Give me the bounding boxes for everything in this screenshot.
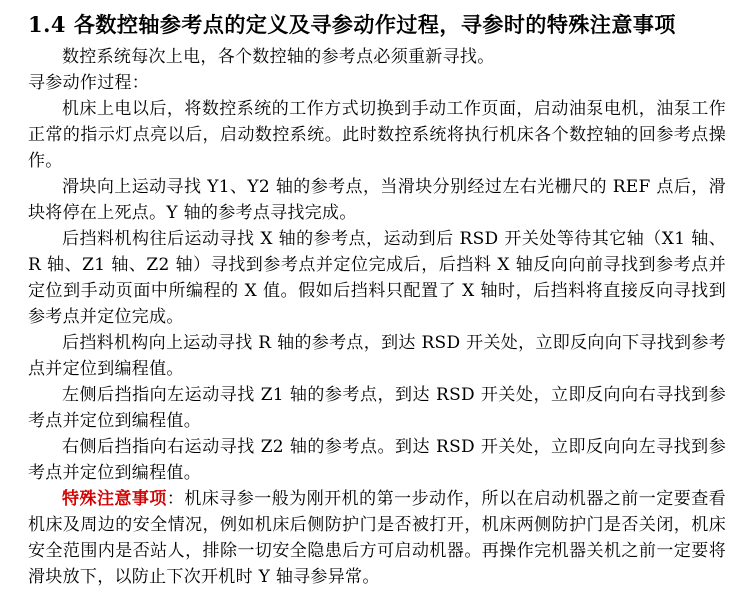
section-number: 1.4: [28, 12, 67, 37]
step-paragraph-r-axis: 后挡料机构向上运动寻找 R 轴的参考点，到达 RSD 开关处，立即反向向下寻找到参考点并定位到编程值。: [28, 333, 726, 379]
step-paragraph-z1-axis: 左侧后挡指向左运动寻找 Z1 轴的参考点，到达 RSD 开关处，立即反向向右寻找到参考点并定位到编程值。: [28, 385, 726, 431]
intro-paragraph: 数控系统每次上电，各个数控轴的参考点必须重新寻找。: [62, 47, 495, 67]
step-paragraph-z2-axis: 右侧后挡指向右运动寻找 Z2 轴的参考点。到达 RSD 开关处，立即反向向左寻找到参考点并定位到编程值。: [28, 437, 726, 483]
special-note-text: ：机床寻参一般为刚开机的第一步动作，所以在启动机器之前一定要查看机床及周边的安全情况，例如机床后侧防护门是否被打开，机床两侧防护门是否关闭，机床安全范围内是否站人，排除一切安全隐患后方可启动机器。再操作完机器关机之前一定要将滑块放下，以防止下次开机时 Y 轴寻参异常。: [28, 489, 726, 587]
process-label: 寻参动作过程：: [28, 73, 150, 93]
step-paragraph-power-on: 机床上电以后，将数控系统的工作方式切换到手动工作页面，启动油泵电机，油泵工作正常的指示灯点亮以后，启动数控系统。此时数控系统将执行机床各个数控轴的回参考点操作。: [28, 99, 726, 171]
section-heading: [28, 10, 726, 40]
step-paragraph-x-axis: 后挡料机构往后运动寻找 X 轴的参考点，运动到后 RSD 开关处等待其它轴（X1 轴、R 轴、Z1 轴、Z2 轴）寻找到参考点并定位完成后，后挡料 X 轴反向向前寻找到参考点并定位到手动页面中所编程的 X 值。假如后挡料只配置了 X 轴时，后挡料将直接反向寻找到参考点并定位完成。: [28, 229, 726, 327]
step-paragraph-y-axis: 滑块向上运动寻找 Y1、Y2 轴的参考点，当滑块分别经过左右光栅尺的 REF 点后，滑块将停在上死点。Y 轴的参考点寻找完成。: [28, 177, 726, 223]
section-title: 各数控轴参考点的定义及寻参动作过程，寻参时的特殊注意事项: [73, 12, 676, 37]
special-note-paragraph: [28, 486, 726, 590]
special-note-label: 特殊注意事项: [62, 489, 167, 509]
